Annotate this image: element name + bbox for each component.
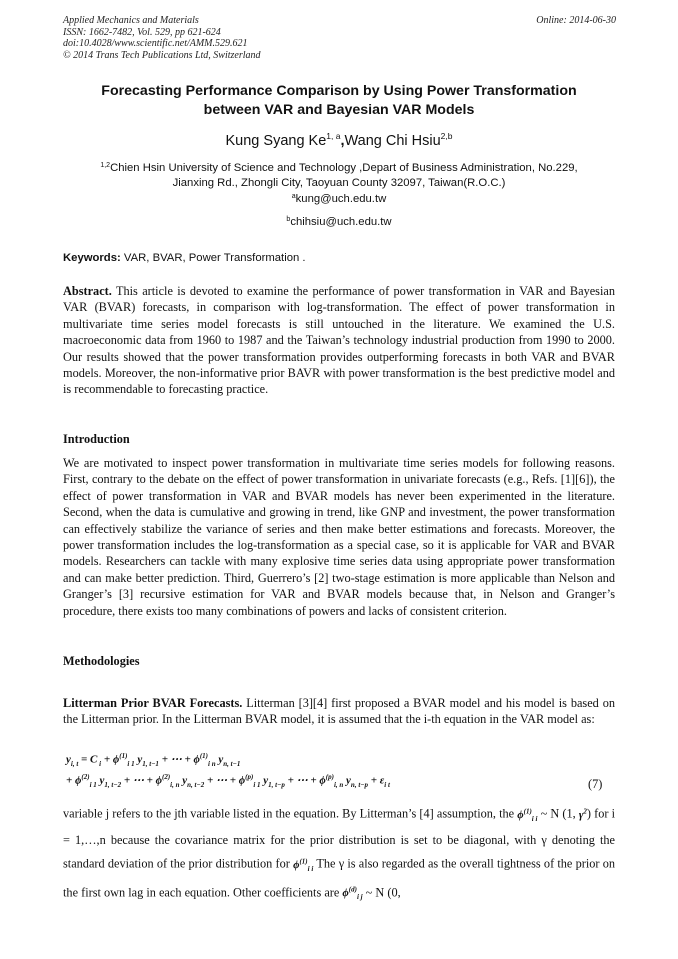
online-date: Online: 2014-06-30 <box>536 15 616 26</box>
keywords <box>63 252 306 264</box>
affiliation-sup: 1,2 <box>100 162 111 169</box>
litterman-label: Litterman Prior BVAR Forecasts. <box>63 696 243 710</box>
gamma-squared-symbol: $\gamma^2$ <box>578 807 587 821</box>
author-2: Wang Chi Hsiu <box>344 133 441 149</box>
introduction-heading: Introduction <box>63 432 130 446</box>
email-a-text: kung@uch.edu.tw <box>295 193 387 205</box>
post-eq-text-4: The γ is also regarded as the overall tightness of the prior on the first own lag in each equation. Other coefficients are <box>63 856 615 900</box>
affiliation <box>60 158 618 191</box>
post-eq-text-3: ) for i = 1,…,n because the covariance matrix for the prior distribution is set to be diagonal, with γ denoting the standard deviation of the prior distribution for <box>63 806 615 871</box>
phi-ii-symbol: $\phi^{(1)}_{i i}$ <box>517 807 538 823</box>
affiliation-line-1: Chien Hsin University of Science and Technology ,Depart of Business Administration, No.229, <box>110 162 578 174</box>
email-a <box>0 193 678 205</box>
journal-header <box>63 15 261 61</box>
author-1-sup: 1, a <box>326 131 341 141</box>
litterman-text: Litterman [3][4] first proposed a BVAR model and his model is based on the Litterman prior. In the Litterman BVAR model, it is assumed that the i-th equation in the VAR model as: <box>63 696 615 727</box>
abstract-text: This article is devoted to examine the performance of power transformation in VAR and Bayesian VAR (BVAR) forecasts, in comparison with log-transformation. The effect of power transformation in multivariate time series model forecasts is still untouched in the literature. We examined the U.S. macroeconomic data from 1960 to 1987 and the Taiwan’s technology industrial production from 1990 to 2000. Our results showed that the power transformation provides outperforming forecasts in both VAR and BVAR models. Moreover, the non-informative prior BAVR with power transformation is the best predictive model and is recommendable to forecasting practice. <box>63 284 615 397</box>
methodologies-heading: Methodologies <box>63 654 140 668</box>
keywords-label: Keywords: <box>63 252 121 264</box>
equation-number: (7) <box>588 777 603 791</box>
equation-line-1: $y_{i, t} = C$ $_i + \phi^{(1)}_{i 1}$ $y_{1, t-1}$ + ⋯ + $\phi^{(1)}_{i n}$ $y_{n, t-1}$ <box>66 752 241 768</box>
title-line-1: Forecasting Performance Comparison by Using Power Transformation <box>101 83 577 99</box>
post-eq-text-1: variable j refers to the jth variable listed in the equation. By Litterman’s [4] assumption, the <box>63 806 518 821</box>
email-a-sup: a <box>291 193 296 200</box>
title-line-2: between VAR and Bayesian VAR Models <box>203 102 475 118</box>
doi-line: doi:10.4028/www.scientific.net/AMM.529.621 <box>63 38 248 49</box>
phi-ij-symbol: $\phi^{(d)}_{i j}$ <box>342 885 363 902</box>
author-2-sup: 2,b <box>440 131 453 141</box>
copyright-line: © 2014 Trans Tech Publications Ltd, Switzerland <box>63 49 261 61</box>
litterman-paragraph <box>63 695 615 728</box>
author-1: Kung Syang Ke <box>225 133 327 149</box>
post-eq-text-2: ~ N (1, <box>537 806 579 821</box>
abstract <box>63 283 615 398</box>
post-equation-paragraph <box>63 801 615 909</box>
email-b <box>0 216 678 228</box>
issn-line: ISSN: 1662-7482, Vol. 529, pp 621-624 <box>63 26 221 38</box>
email-b-text: chihsiu@uch.edu.tw <box>290 216 392 228</box>
paper-title <box>50 82 628 120</box>
email-b-sup: b <box>286 216 291 223</box>
equation-line-2: + $\phi^{(2)}_{i 1}$ $y_{1, t-2}$ + ⋯ + $\phi^{(2)}_{i, n}$ $y_{n, t-2}$ + ⋯ + $\phi^{(p)}_{i 1}$ $y_{1, t-p}$ + ⋯ + $\phi^{(p)}_{i, n}$ $y_{n, t-p} + \varepsilon_{i t}$ <box>66 773 390 789</box>
author-separator: , <box>340 133 345 149</box>
affiliation-line-2: Jianxing Rd., Zhongli City, Taoyuan County 32097, Taiwan(R.O.C.) <box>172 177 506 189</box>
keywords-text: VAR, BVAR, Power Transformation . <box>120 252 306 264</box>
author-line <box>0 131 678 149</box>
abstract-label: Abstract. <box>63 284 112 298</box>
introduction-text: We are motivated to inspect power transformation in multivariate time series models for following reasons. First, contrary to the debate on the effect of power transformation in univariate forecasts (e.g., Refs. [1][6]), the effect of power transformation in VAR and BVAR models has never been experimented in the literature. Second, when the data is cumulative and growing in trend, like GNP and investment, the power transformation can effectively stabilize the variance of series and then make better estimations and forecasts. Moreover, the power transformation includes the log-transformation as a special case, so it is applicable for VAR and BVAR models. Researchers can tackle with many explosive time series data using appropriate power transformation and can make better prediction. Third, Guerrero’s [2] two-stage estimation is more applicable than Nelson and Granger’s [3] recursive estimation for VAR and BVAR models because that, in Nelson and Granger’s procedure, there exists too many combinations of powers and lacks of consistent criterion. <box>63 456 615 618</box>
phi-ii-symbol-2: $\phi^{(1)}_{i i}$ <box>293 856 314 873</box>
post-eq-text-5: ~ N (0, <box>362 885 401 900</box>
journal-name: Applied Mechanics and Materials <box>63 15 199 26</box>
